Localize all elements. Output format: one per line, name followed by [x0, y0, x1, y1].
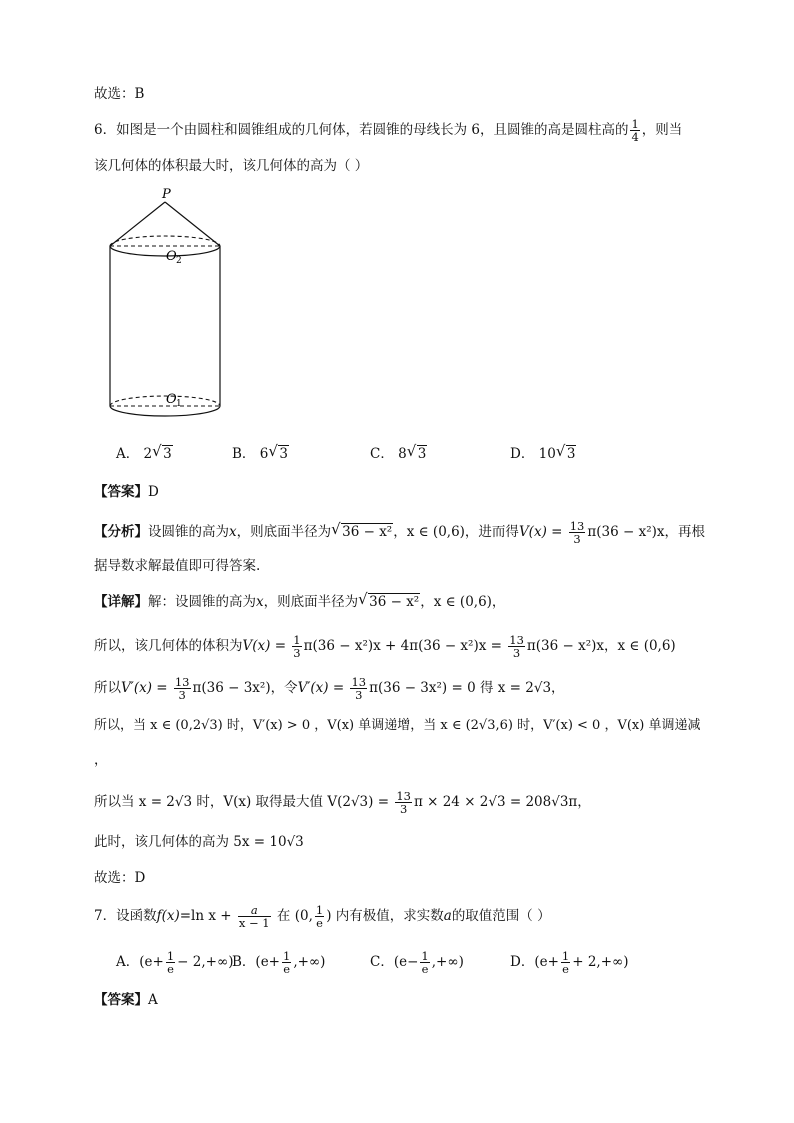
q6-stem-line2: 该几何体的体积最大时，该几何体的高为（ ）: [94, 158, 369, 174]
bottom-ellipse-back: [110, 396, 220, 406]
q6-detail-line1: 【详解】解：设圆锥的高为x，则底面半径为√ 36 − x²，x ∈ (0,6)，: [94, 592, 505, 612]
q7-option-c: C．(e− $\frac{1}{e}$ ,+∞): [370, 949, 464, 976]
cylinder-cone-figure: [100, 180, 230, 425]
label-p: P: [162, 187, 171, 202]
label-o2: O: [166, 249, 177, 264]
q6-answer: 【答案】D: [94, 484, 159, 500]
cone-right-edge: [165, 202, 220, 246]
q6-analysis-line2: 据导数求解最值即可得答案.: [94, 558, 261, 574]
q6-detail-monotonic: 所以，当 x ∈ (0,2√3) 时，V′(x) > 0 ，V(x) 单调递增，当 x ∈ (2√3,6) 时，V′(x) < 0 ，V(x) 单调递减: [94, 718, 701, 733]
fraction: $\frac{1}{4}$: [631, 117, 639, 144]
q6-option-c: C． 8√ 3: [370, 444, 427, 464]
q6-stem-line1: 6．如图是一个由圆柱和圆锥组成的几何体，若圆锥的母线长为 6，且圆锥的高是圆柱高的 $\frac{1}{4}$ ，则当: [94, 117, 683, 144]
top-ellipse-back: [110, 236, 220, 246]
label-o2-sub: 2: [176, 256, 182, 266]
q6-option-a: A． 2√ 3: [116, 444, 173, 464]
bottom-ellipse-front: [110, 406, 220, 416]
label-o1-sub: 1: [176, 399, 182, 409]
q7-answer: 【答案】A: [94, 992, 158, 1008]
top-ellipse-front: [110, 246, 220, 256]
q6-analysis-line1: 【分析】设圆锥的高为x，则底面半径为√ 36 − x²，x ∈ (0,6)，进而得V(x) = $\frac{13}{3}$ π(36 − x²)x，再根: [94, 520, 705, 545]
q7-option-a: A．(e+ $\frac{1}{e}$ − 2,+∞): [116, 949, 234, 976]
q6-detail-maximum: 所以当 x = 2√3 时，V(x) 取得最大值 V(2√3) = $\frac{13}{3}$ π × 24 × 2√3 = 208√3π，: [94, 789, 591, 816]
q6-final-answer: 故选：D: [94, 870, 146, 886]
q6-option-d: D． 10√ 3: [510, 444, 576, 464]
prev-answer: 故选：B: [94, 86, 145, 102]
label-o1: O: [166, 392, 177, 407]
q6-option-b: B． 6√ 3: [232, 444, 289, 464]
q6-detail-volume: 所以，该几何体的体积为V(x) = $\frac{1}{3}$ π(36 − x²)x + 4π(36 − x²)x = $\frac{13}{3}$ π(36 − x²)x，x ∈ (0,6): [94, 633, 676, 660]
q7-stem: 7．设函数f(x)=ln x + $\frac{a}{x - 1}$ 在 (0, $\frac{1}{e}$ ) 内有极值，求实数a的取值范围（ ）: [94, 903, 551, 930]
q6-detail-height: 此时，该几何体的高为 5x = 10√3: [94, 834, 304, 850]
q6-detail-comma: ，: [94, 752, 108, 768]
cone-left-edge: [110, 202, 165, 246]
q6-detail-derivative: 所以V′(x) = $\frac{13}{3}$ π(36 − 3x²)，令V′(x) = $\frac{13}{3}$ π(36 − 3x²) = 0 得 x = 2√3，: [94, 675, 565, 702]
q7-option-d: D．(e+ $\frac{1}{e}$ + 2,+∞): [510, 949, 629, 976]
q7-option-b: B．(e+ $\frac{1}{e}$ ,+∞): [232, 949, 326, 976]
